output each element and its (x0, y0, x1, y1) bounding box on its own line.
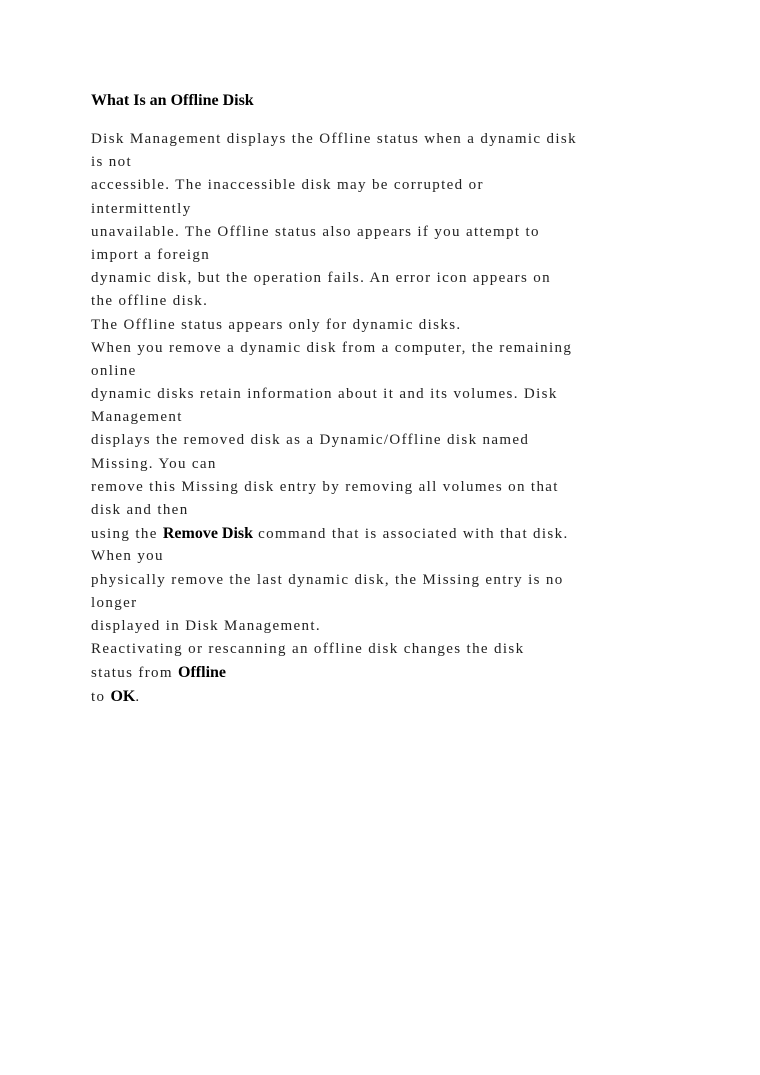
text-line: displays the removed disk as a Dynamic/Offline disk named (91, 432, 530, 449)
text-line: intermittently (91, 200, 192, 217)
text-line: The Offline status appears only for dynamic disks. (91, 316, 462, 333)
offline-status-term: Offline (178, 664, 227, 682)
text-line: disk and then (91, 502, 189, 518)
text-line: physically remove the last dynamic disk, the Missing entry is no (91, 571, 564, 588)
text-line: longer (91, 594, 138, 611)
text-line: Reactivating or rescanning an offline disk changes the disk (91, 641, 525, 658)
text-line: dynamic disk, but the operation fails. An error icon appears on (91, 270, 551, 287)
ok-status-line (91, 685, 711, 708)
remove-disk-command: Remove Disk (162, 525, 254, 543)
text-line: Missing. You can (91, 455, 217, 472)
text-line: accessible. The inaccessible disk may be corrupted or (91, 177, 484, 194)
document-body (91, 128, 711, 708)
text-segment: command that is associated with that disk. (253, 526, 569, 543)
text-line: When you (91, 548, 164, 565)
remove-disk-line (91, 522, 711, 545)
text-line: the offline disk. (91, 293, 209, 310)
text-line: Management (91, 409, 183, 426)
text-line: import a foreign (91, 246, 211, 263)
text-line: displayed in Disk Management. (91, 617, 321, 634)
text-line: unavailable. The Offline status also appears if you attempt to (91, 223, 540, 240)
text-line: online (91, 362, 137, 379)
text-line: Disk Management displays the Offline status when a dynamic disk (91, 131, 577, 147)
text-line: dynamic disks retain information about it and its volumes. Disk (91, 386, 558, 403)
text-segment: to (91, 688, 111, 705)
text-line: When you remove a dynamic disk from a computer, the remaining (91, 339, 573, 356)
ok-status-term: OK (110, 687, 136, 705)
text-segment: . (135, 688, 141, 705)
text-segment: using the (91, 526, 163, 543)
text-segment: status from (91, 665, 179, 682)
text-line: is not (91, 154, 133, 171)
text-line: remove this Missing disk entry by removing all volumes on that (91, 478, 559, 495)
document-heading: What Is an Offline Disk (91, 92, 254, 109)
offline-status-line (91, 661, 711, 684)
